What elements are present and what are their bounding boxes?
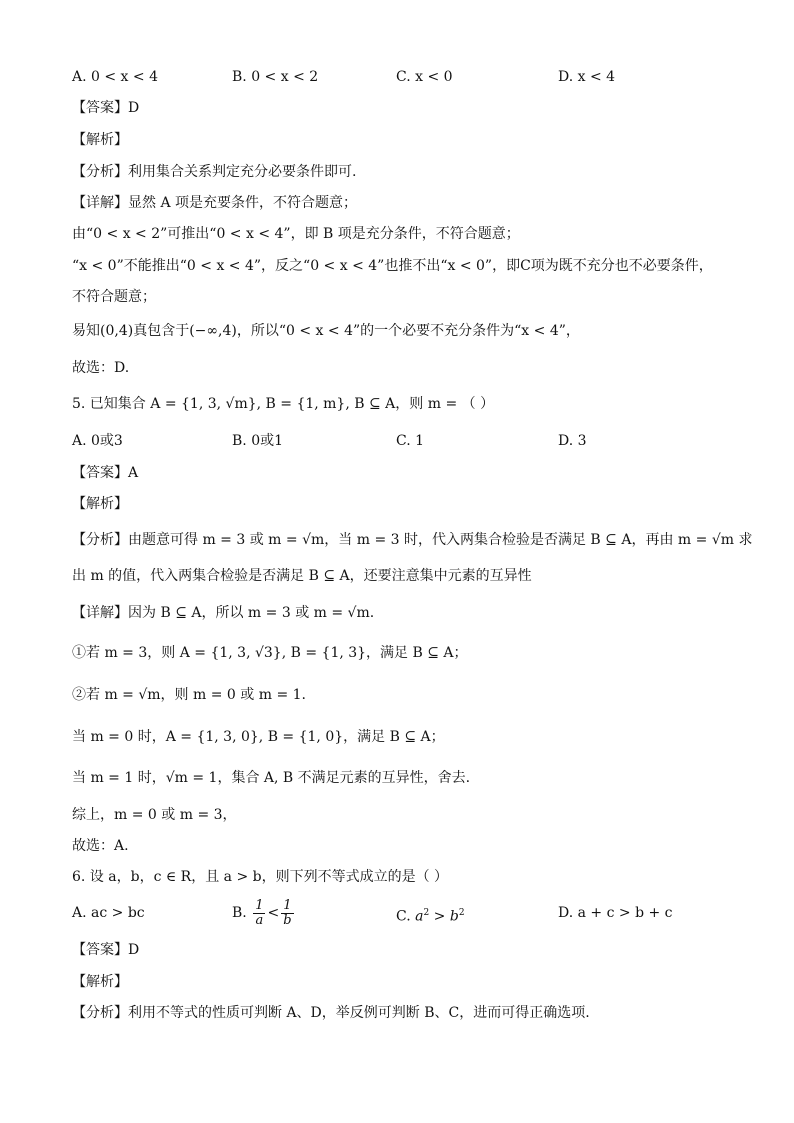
q5-answer: 【答案】A [72, 465, 139, 481]
q6-option-b [232, 896, 296, 930]
q6-option-c-gt: > b [429, 908, 459, 925]
q6-option-c-sup-1: 2 [423, 908, 430, 918]
q5-analysis-heading: 【解析】 [72, 496, 128, 512]
q6-option-d: D. a + c > b + c [558, 905, 673, 921]
q4-analysis-heading: 【解析】 [72, 132, 128, 148]
q6-option-c-prefix: C. [396, 908, 411, 925]
q6-option-a: A. ac > bc [72, 905, 145, 921]
q5-case-2b: 当 m = 1 时，√m = 1，集合 A, B 不满足元素的互异性，舍去. [72, 770, 471, 786]
q5-option-c: C. 1 [396, 433, 425, 449]
q4-option-b: B. 0 < x < 2 [232, 69, 319, 85]
q4-detail-line-3: “x < 0”不能推出“0 < x < 4”，反之“0 < x < 4”也推不出“x < 0”，即C项为既不充分也不必要条件， [72, 258, 713, 274]
q6-stem: 6. 设 a，b，c ∈ R，且 a > b，则下列不等式成立的是（ ） [72, 869, 449, 885]
q4-analysis-summary: 【分析】利用集合关系判定充分必要条件即可. [72, 164, 357, 180]
q4-detail-line-4: 不符合题意； [72, 289, 156, 305]
q5-summary: 综上，m = 0 或 m = 3， [72, 807, 237, 823]
q5-analysis-line-1: 【分析】由题意可得 m = 3 或 m = √m，当 m = 3 时，代入两集合检验是否满足 B ⊆ A，再由 m = √m 求 [72, 532, 753, 548]
q5-case-2a: 当 m = 0 时，A = {1, 3, 0}, B = {1, 0}，满足 B ⊆ A； [72, 729, 445, 745]
q6-option-b-frac-2 [281, 899, 293, 928]
q6-option-b-den-1: a [255, 912, 264, 928]
q5-option-d: D. 3 [558, 433, 587, 449]
q6-option-b-den-2: b [283, 912, 292, 928]
q6-option-b-num-2: 1 [283, 897, 292, 913]
q6-analysis-summary: 【分析】利用不等式的性质可判断 A、D，举反例可判断 B、C，进而可得正确选项. [72, 1005, 590, 1021]
q4-answer: 【答案】D [72, 100, 140, 116]
q6-option-c-a: a [415, 908, 424, 925]
q4-choose: 故选：D. [72, 360, 130, 376]
q5-stem: 5. 已知集合 A = {1, 3, √m}, B = {1, m}, B ⊆ A，则 m = （ ） [72, 396, 495, 412]
q5-case-1: ①若 m = 3，则 A = {1, 3, √3}, B = {1, 3}，满足 B ⊆ A； [72, 645, 468, 661]
q4-option-a: A. 0 < x < 4 [72, 69, 158, 85]
q6-option-c-sup-2: 2 [458, 908, 465, 918]
q6-option-b-lt: < [267, 905, 280, 921]
q6-option-b-frac-1 [253, 899, 265, 928]
q5-case-2: ②若 m = √m，则 m = 0 或 m = 1. [72, 687, 306, 703]
q5-option-a: A. 0或3 [72, 433, 123, 449]
q4-option-c: C. x < 0 [396, 69, 453, 85]
q4-option-d: D. x < 4 [558, 69, 616, 85]
q4-detail-line-5: 易知(0,4)真包含于(−∞,4)，所以“0 < x < 4”的一个必要不充分条件为“x < 4”， [72, 323, 580, 339]
q5-choose: 故选：A. [72, 838, 129, 854]
q6-option-c [396, 903, 465, 927]
q6-answer: 【答案】D [72, 942, 140, 958]
q5-option-b: B. 0或1 [232, 433, 284, 449]
q6-option-b-prefix: B. [232, 905, 247, 921]
q5-analysis-line-2: 出 m 的值，代入两集合检验是否满足 B ⊆ A，还要注意集中元素的互异性 [72, 568, 532, 584]
q5-detail-line-1: 【详解】因为 B ⊆ A，所以 m = 3 或 m = √m. [72, 605, 375, 621]
q4-detail-line-1: 【详解】显然 A 项是充要条件，不符合题意； [72, 195, 358, 211]
q6-analysis-heading: 【解析】 [72, 974, 128, 990]
q4-detail-line-2: 由“0 < x < 2”可推出“0 < x < 4”，即 B 项是充分条件，不符合题意； [72, 226, 520, 242]
q6-option-b-num-1: 1 [255, 897, 264, 913]
